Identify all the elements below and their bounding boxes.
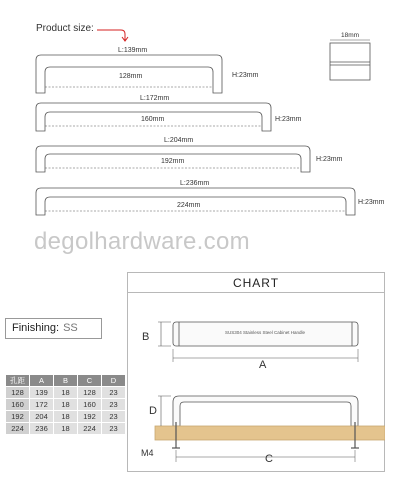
spec-cell: 18 — [54, 387, 78, 399]
spec-cell: 128 — [78, 387, 102, 399]
spec-cell: 160 — [6, 399, 30, 411]
spec-header-cell: C — [78, 375, 102, 387]
spec-cell: 160 — [78, 399, 102, 411]
handle-3-length: L:204mm — [164, 137, 194, 144]
table-row — [6, 411, 126, 423]
table-row — [6, 387, 126, 399]
spec-cell: 18 — [54, 423, 78, 435]
spec-cell: 23 — [102, 399, 126, 411]
spec-cell: 192 — [78, 411, 102, 423]
profile-width: 18mm — [341, 32, 360, 39]
profile-outline — [330, 43, 370, 80]
spec-header-cell: D — [102, 375, 126, 387]
handle-4-height: H:23mm — [358, 199, 385, 206]
finishing-value: SS — [63, 322, 78, 334]
chart-label-m4: M4 — [141, 448, 154, 458]
spec-cell: 139 — [30, 387, 54, 399]
chart-drawing — [127, 292, 385, 472]
spec-cell: 23 — [102, 411, 126, 423]
handle-1-length: L:139mm — [118, 47, 148, 54]
chart-label-b: B — [142, 331, 150, 343]
handle-engraving: SUS304 Stainless Steel Cabinet Handle — [225, 330, 306, 335]
handle-4-length: L:236mm — [180, 180, 210, 187]
handle-4-hole: 224mm — [177, 202, 201, 209]
chart-label-c: C — [265, 453, 273, 465]
product-size-title: Product size: — [36, 23, 94, 34]
handle-3-hole: 192mm — [161, 158, 185, 165]
spec-cell: 18 — [54, 411, 78, 423]
handle-side-view — [173, 396, 358, 426]
chart-label-d: D — [149, 405, 157, 417]
spec-cell: 18 — [54, 399, 78, 411]
spec-cell: 204 — [30, 411, 54, 423]
spec-cell: 23 — [102, 423, 126, 435]
handle-1-hole: 128mm — [119, 73, 143, 80]
spec-cell: 172 — [30, 399, 54, 411]
spec-cell: 224 — [6, 423, 30, 435]
spec-header-cell: A — [30, 375, 54, 387]
handle-3-height: H:23mm — [316, 156, 343, 163]
wood-board — [155, 426, 385, 440]
handle-2-length: L:172mm — [140, 95, 170, 102]
spec-header-cell: B — [54, 375, 78, 387]
handle-2-hole: 160mm — [141, 116, 165, 123]
spec-cell: 128 — [6, 387, 30, 399]
chart-title: CHART — [127, 274, 385, 293]
handle-2-height: H:23mm — [275, 116, 302, 123]
finishing-box — [5, 318, 102, 339]
table-row — [6, 423, 126, 435]
spec-cell: 23 — [102, 387, 126, 399]
table-row — [6, 399, 126, 411]
spec-header-cell: 孔距 — [6, 375, 30, 387]
spec-table-header — [6, 375, 126, 387]
spec-cell: 236 — [30, 423, 54, 435]
spec-cell: 224 — [78, 423, 102, 435]
chart-label-a: A — [259, 359, 267, 371]
spec-cell: 192 — [6, 411, 30, 423]
handle-1-height: H:23mm — [232, 72, 259, 79]
finishing-label: Finishing: — [12, 322, 60, 334]
watermark: degolhardware.com — [34, 228, 250, 255]
spec-table — [5, 374, 126, 435]
